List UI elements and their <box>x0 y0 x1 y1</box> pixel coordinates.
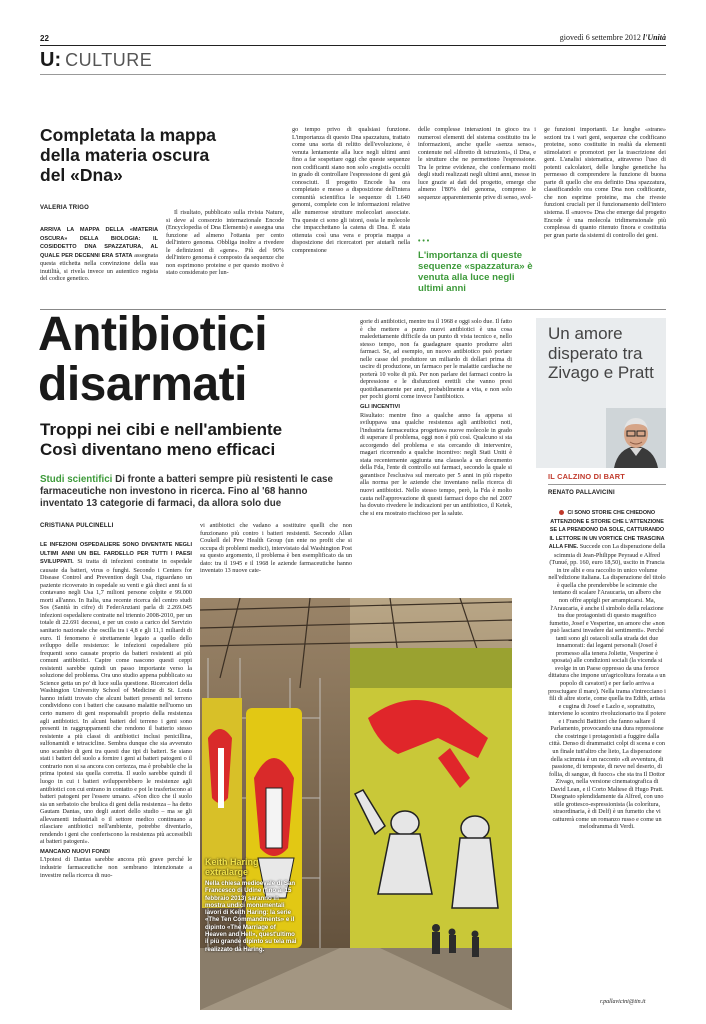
paper-name: l'Unità <box>642 33 666 42</box>
header-rule <box>40 45 666 46</box>
summary-label: Studi scientifici <box>40 474 113 485</box>
article2-col1 <box>40 541 192 1007</box>
bullet-icon <box>559 510 564 515</box>
page-number: 22 <box>40 34 49 43</box>
pullquote-dots: • • • <box>418 238 430 245</box>
article2-subhead-line1: Troppi nei cibi e nell'ambiente <box>40 420 283 439</box>
caption-text: Nella chiesa medioevale di San Francesco di Udine (fino al 15 febbraio 2013) saranno in mostra undici monumentali lavori di Keith Haring: la serie «The Ten Commandments» e il dipinto «The Marriage of Heaven and Hell», quest'ultimo il più grande dipinto su tela mai realizzato da Haring. <box>205 880 297 953</box>
date-and-paper <box>560 33 666 42</box>
article2-headline-line1: Antibiotici <box>38 308 268 361</box>
sidebar-text: Succede con La disperazione della scimmia di Jean-Philippe Peyraud e Alfred (Tunué, pp. 160, euro 18,50), uscito in Francia in tre albi e ora raccolto in unico volume nell'edizione italiana. La disperazione del titolo è quella che prenderebbe le scimmie che tentano di scalare l'Araucaria, un albero che non offre appigli per arrampicarsi. Ma, l'Araucaria, è anche il simbolo della relazione tra due protagonisti di questo magnifico fumetto, Josef e Vesperine, un amore che «non può lasciarsi invadere dai sentimenti». Perché tanti sono gli ostacoli sulla strada dei due innamorati: dai legami personali (Josef è promesso alla tenera Joliette, Vesperine è sposata) alle condizioni sociali (la vicenda si svolge in un Paese oppresso da una feroce dittatura che impone un'agricoltura forzata a un popolo di cavatori) e per farlo arriva a prosciugare il mare). Nella trama s'intrecciano i fili di altre storie, come quella tra Edith, artista e cugina di Josef e Lazlo e, soprattutto, interviene lo scontro rivoluzionario tra il potere e i Franchi Battitori che fanno saltare il Parlamento, provocando una dura repressione che costringe i protagonisti a fuggire dalla città. Denso di drammatici colpi di scena e con un finale tutt'altro che lieto, La disperazione della scimmia è un racconto «di avventura, di passione, di tempeste, di neve nel deserto, di follia, di sangue, di fuoco» che sta tra Il Dottor Zivago, nella versione cinematografica di David Lean, e il Corto Maltese di Hugo Pratt. Disegnato splendidamente da Alfred, con uno stile grottesco-espressionista (la colorítura, straordinaria, è di Delf) è un fumetto che vi catturerà come un romanzo russo e come un melodramma di Verdi. <box>548 543 666 831</box>
summary-text: Di fronte a batteri sempre più resistenti le case farmaceutiche non investono in ricerca. Fino al '68 hanno inventato 13 categorie di farmaci, da allora solo due <box>40 474 333 509</box>
article1-pullquote: L'importanza di queste sequenze «spazzatura» è venuta alla luce negli ultimi anni <box>418 250 533 294</box>
article2-col1-text: Si tratta di infezioni contratte in ospedale causate da batteri, virus o funghi. Secondo i Centers for Disease Control and Prevention degli Usa, riguardano un paziente ricoverato in ospedale su venti e già dieci anni fa si contavano negli Usa 1,7 milioni persone colpite e 99.000 morti all'anno. In Italia, una recente ricerca del centro studi Sos (Sanità in cifre) di FederAnziani parla di 2.269.045 infezioni ospedaliere contratte nel triennio 2008-2010, per un totale di 22.691 decessi, e per un costo a carico del Servizio sanitario nazionale che oscilla tra i 4,8 e gli 11,1 miliardi di euro. Il fenomeno è strettamente legato a quello dello sviluppo delle resistenze: le infezioni ospedaliere più frequenti sono causate proprio da batteri resistenti ai più comuni antibiotici. Capire come nascono questi ceppi resistenti sarebbe quindi un passo importante verso la soluzione del problema. Ora uno studio appena pubblicato su Science getta un po' di luce sulla questione. Ricercatori della Washington University School of Medicine di St. Louis hanno infatti trovato che alcuni batteri presenti nel terreno condividono con i batteri che causano malattie nell'uomo un certo numero di geni responsabili proprio della resistenza agli antibiotici. In alcuni batteri del terreno i geni sono presenti in raggruppamenti che rendono il batterio stesso resistente a più classi di antibiotici inclusi penicillina, sulfonamidi e tetracicline. Sembra dunque che sia avvenuto uno scambio di geni tra questi due tipi di batteri. Se siano stati i batteri del suolo a fornire i geni ai batteri patogeni o il contrario non si sa ancora con certezza, ma è probabile che la prima ipotesi sia quella corretta. Il suolo sarebbe quindi il luogo in cui i batteri svilupperebbero le resistenze agli antibiotici con cui entrano in contatto e poi le trasferiscono ai batteri patogeni per l'essere umano. «Non dico che il suolo sia un serbatoio che brulica di geni della resistenza – ha detto Gautam Dantas, uno degli autori dello studio – ma se gli allevamenti industriali o il settore medico continuano a rilasciare antibiotici nell'ambiente, potrebbe diventarlo, rendendo i geni che conferiscono la resistenza più accessibili ai batteri patogeni». <box>40 558 192 846</box>
sidebar-signature: r.pallavicini@tin.it <box>600 999 646 1005</box>
article1-col3: go tempo privo di qualsiasi funzione. L'importanza di questo Dna spazzatura, trattato come una sorta di relitto dell'evoluzione, è venuta lentamente alla luce negli ultimi anni fino a far sospettare oggi che queste sequenze non codificanti siano non solo «registi» occulti in grado di controllare l'espressione di geni già conosciuti. Il progetto Encode ha ora completato e messo a disposizione dell'intera comunità scientifica le sequenze di 1.640 genomi, complete con le informazioni relative alle numerose strutture molecolari associate. Tra queste ci sono gli istoni, ossia le molecole che impacchettano la catena di Dna. È stata ottenuta così una vera e propria mappa a disposizione dei ricercatori per aiutarli nella comprensione <box>292 126 410 254</box>
section-logo: U: <box>40 49 62 71</box>
section-rule <box>40 74 666 75</box>
sidebar-lead: CI SONO STORIE CHE CHIEDONO ATTENZIONE E STORIE CHE L'ATTENZIONE SE LA PRENDONO DA SOLE, CATTURANDO IL LETTORE IN UN VORTICE CHE TRASCINA ALLA FINE. <box>548 510 665 551</box>
article1-col1-text: assegnata questa etichetta nella convinzione della sua inutilità, si rivela invece un autentico regista del codice genetico. <box>40 251 158 283</box>
article2-headline <box>38 310 358 410</box>
article2-sub1: MANCANO NUOVI FONDI <box>40 848 110 855</box>
section-name: CULTURE <box>65 50 153 70</box>
author-portrait <box>606 408 666 468</box>
article2-headline-line2: disarmati <box>38 358 247 411</box>
sidebar-body <box>548 509 666 997</box>
article1-col2: Il risultato, pubblicato sulla rivista Nature, si deve al consorzio internazionale Encode (Encyclopedia of Dna Elements) e assegna una funzione ad almeno l'ottanta per cento dell'intero genoma. Obbliga inoltre a rivedere le definizioni di «gene». Più del 90% dell'intero genoma è composto da sequenze che non esprimono proteine e per questo motivo è stato considerato per lun- <box>166 209 284 277</box>
columnist-photo <box>606 408 666 468</box>
article2-subhead-line2: Così diventano meno efficaci <box>40 440 276 459</box>
article2-col3-text: gorie di antibiotici, mentre tra il 1968 e oggi solo due. Il fatto è che mettere a punto nuovi antibiotici è una cosa maledettamente difficile da un punto di vista tecnico e, nello stesso tempo, non fa guadagnare quanto produrre altri farmaci. Se, ad esempio, un nuovo antibiotico può portare nelle casse del produttore un miliardo di dollari prima di uscire di produzione, un farmaco per le malattie cardiache ne porterà 10 volte di più. Per non parlare dei farmaci contro la depressione e le disfunzioni erettili che vanno presi quotidianamente per anni, probabilmente a vita, e non solo per pochi giorni come invece l'antibiotico. <box>360 318 512 401</box>
article2-col2: vi antibiotici che vadano a sostituire quelli che non funzionano più contro i batteri resistenti. Secondo Allan Coukell del Pew Health Group (un ente no profit che si occupa di problemi medici), intervistato dal Washington Post su questo argomento, il problema è ben esemplificato da un dato: tra il 1945 e il 1968 le aziende farmaceutiche hanno inventato 13 nuove cate- <box>200 522 352 575</box>
sidebar-headline: Un amore disperato tra Zivago e Pratt <box>548 324 654 382</box>
article1-col1 <box>40 226 158 306</box>
article2-col4-text: Risultato: mentre fino a qualche anno fa appena si sviluppava una qualche resistenza agli antibiotici noti, l'industria farmaceutica progettava nuove molecole in grado di superare il problema, oggi non è più così. Qualcuno si sta accorgendo del problema e sta cercando di intervenire, magari ricorrendo a qualche incentivo: negli Stati Uniti è stata recentemente aggiunta una clausola a un documento della Fda, l'ente di controllo sui farmaci, secondo la quale si garantisce l'esclusiva sul mercato per 5 anni in più rispetto alla norma per le aziende che inventano nella ricerca di nuovi antibiotici. Nello stesso tempo, però, la Fda è molto cauta nell'approvazione di questi farmaci dopo che nel 2007 ha dovuto rivedere le indicazioni per un antibiotico, il Ketek, che si era mostrato rischioso per la salute. <box>360 411 512 517</box>
issue-date: giovedì 6 settembre 2012 <box>559 33 641 42</box>
article1-col5: ge funzioni importanti. Le lunghe «strane» sezioni tra i vari geni, sequenze che codificano proteine, sono costituite in realtà da elementi stimolatori e promotori per la trascrizione dei geni. L'analisi sistematica, attraverso l'uso di potenti calcolatori, delle lunghe genetiche ha permesso di comprendere la funzione di buona parte di quello che era definito Dna spazzatura, classificandolo ora come Dna non codificante, che non esprime proteine, ma che riveste funzioni cruciali per il funzionamento dell'intero sistema. Il «nuovo» Dna che emerge dal progetto Encode è una molecola tridimensionale più complessa di quanto ritenuto finora e costituita per gran parte da sistemi di controllo dei geni. <box>544 126 666 239</box>
article1-byline: VALERIA TRIGO <box>40 205 89 211</box>
article2-byline: CRISTIANA PULCINELLI <box>40 523 114 529</box>
article1-col4: delle complesse interazioni in gioco tra i numerosi elementi del sistema costituito tra le informazioni, anche quelle «senza senso», contenute nel «libretto di istruzioni», il Dna, e le strutture che ne permettono l'espressione. Tra le prime evidenze, che confermano molti degli studi realizzati negli ultimi anni, messe in luce grazie ai dati del progetto, emerge che almeno l'80% del genoma, compreso le sequenze apparentemente prive di senso, svol- <box>418 126 536 201</box>
article2-lead: LE INFEZIONI OSPEDALIERE SONO DIVENTATE NEGLI ULTIMI ANNI UN BEL FARDELLO PER TUTTI I PAESI SVILUPPATI. <box>40 542 192 566</box>
article2-subhead <box>40 420 350 460</box>
column-name: IL CALZINO DI BART <box>548 472 625 481</box>
article2-sub2: GLI INCENTIVI <box>360 404 400 411</box>
article2-col3 <box>360 318 512 593</box>
article2-summary <box>40 474 340 510</box>
photo-caption <box>205 857 297 953</box>
section-header <box>40 49 152 71</box>
caption-title: Keith Haring extralarge <box>205 857 259 877</box>
sidebar-rule <box>548 484 666 485</box>
article1-lead: ARRIVA LA MAPPA DELLA «MATERIA OSCURA» DELLA BIOLOGIA: IL COSIDDETTO DNA SPAZZATURA, AL QUALE PER DECENNI ERA STATA <box>40 227 158 259</box>
sidebar-author: RENATO PALLAVICINI <box>548 490 615 496</box>
article1-headline: Completata la mappa della materia oscura del «Dna» <box>40 125 217 185</box>
article2-col1-end: L'ipotesi di Dantas sarebbe ancora più grave perché le industrie farmaceutiche non sembrano intenzionate a investire nella ricerca di nuo- <box>40 856 192 879</box>
